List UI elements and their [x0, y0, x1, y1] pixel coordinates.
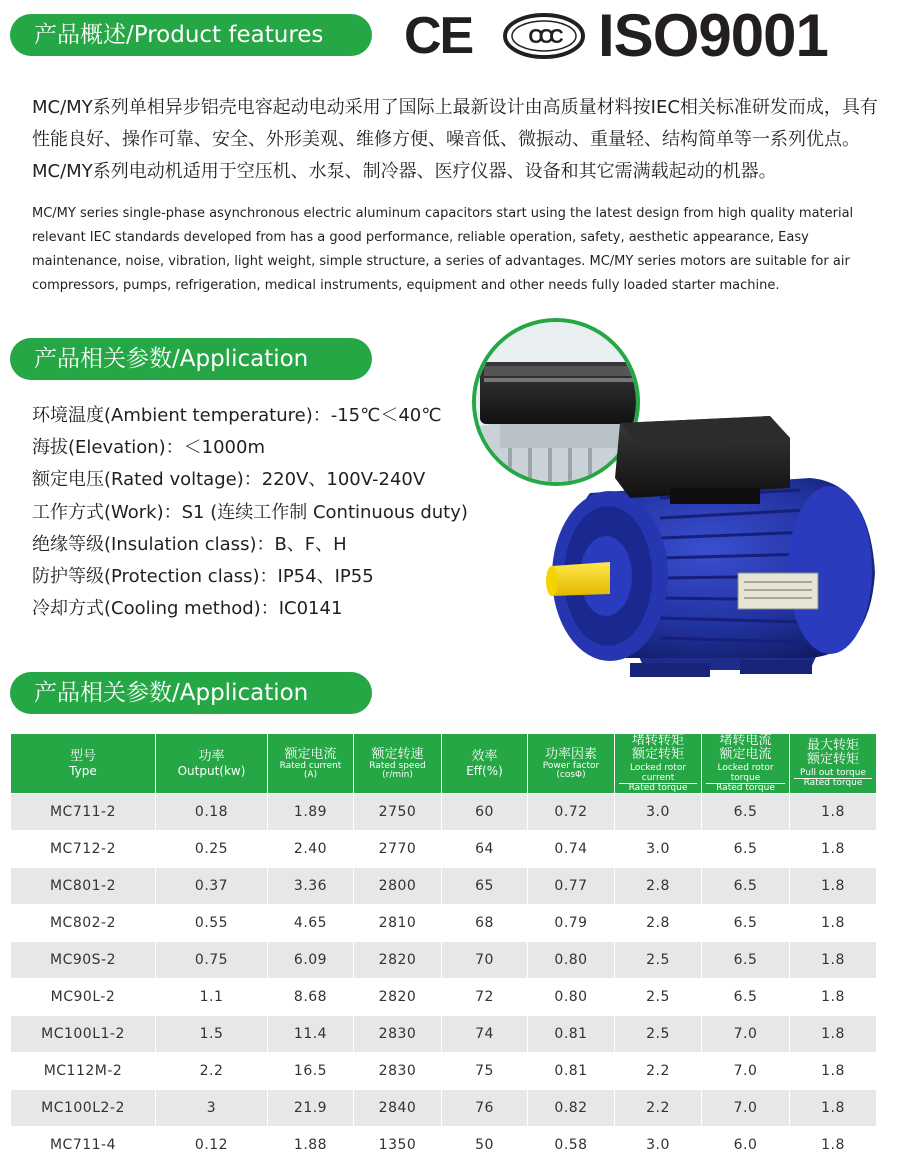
cell-type: MC711-2 [11, 794, 156, 831]
cell-locked-current-ratio: 6.0 [702, 1127, 790, 1164]
cell-rated-speed: 2750 [354, 794, 442, 831]
cell-type: MC711-4 [11, 1127, 156, 1164]
cell-output: 3 [156, 1090, 268, 1127]
cell-pull-out-ratio: 1.8 [790, 1127, 877, 1164]
cell-output: 0.75 [156, 942, 268, 979]
col-header-pull-out-ratio: 最大转矩 额定转矩 Pull out torque Rated torque [790, 734, 877, 794]
spec-protection-class: 防护等级(Protection class)：IP54、IP55 [32, 566, 374, 588]
cell-locked-rotor-ratio: 2.8 [615, 868, 702, 905]
cell-efficiency: 74 [442, 1016, 528, 1053]
cell-locked-rotor-ratio: 3.0 [615, 831, 702, 868]
col-header-locked-current-ratio: 堵转电流 额定电流 Locked rotor torque Rated torque [702, 734, 790, 794]
spec-rated-voltage: 额定电压(Rated voltage)：220V、100V-240V [32, 469, 426, 491]
cell-power-factor: 0.81 [528, 1053, 615, 1090]
cell-type: MC100L2-2 [11, 1090, 156, 1127]
cell-efficiency: 72 [442, 979, 528, 1016]
cell-rated-current: 11.4 [268, 1016, 354, 1053]
cell-output: 0.25 [156, 831, 268, 868]
cell-power-factor: 0.72 [528, 794, 615, 831]
cell-output: 1.5 [156, 1016, 268, 1053]
cell-type: MC112M-2 [11, 1053, 156, 1090]
cell-type: MC801-2 [11, 868, 156, 905]
cell-locked-rotor-ratio: 2.2 [615, 1053, 702, 1090]
cell-efficiency: 75 [442, 1053, 528, 1090]
col-header-efficiency: 效率 Eff(%) [442, 734, 528, 794]
ce-mark: CE [404, 7, 473, 65]
col-header-output: 功率 Output(kw) [156, 734, 268, 794]
cell-locked-rotor-ratio: 3.0 [615, 794, 702, 831]
cell-power-factor: 0.74 [528, 831, 615, 868]
cell-rated-speed: 2820 [354, 979, 442, 1016]
table-row [11, 1016, 877, 1053]
intro-chinese: MC/MY系列单相异步铝壳电容起动电动采用了国际上最新设计由高质量材料按IEC相关标准研发而成，具有性能良好、操作可靠、安全、外形美观、维修方便、噪音低、微振动、重量轻、结构简单等一系列优点。MC/MY系列电动机适用于空压机、水泵、制冷器、医疗仪器、设备和其它需满载起动的机器。 [32, 97, 878, 182]
section-header-application [10, 338, 372, 380]
col-header-locked-rotor-ratio: 堵转转矩 额定转矩 Locked rotor current Rated torque [615, 734, 702, 794]
cell-locked-rotor-ratio: 2.5 [615, 979, 702, 1016]
cell-power-factor: 0.80 [528, 942, 615, 979]
cell-power-factor: 0.77 [528, 868, 615, 905]
col-header-rated-current: 额定电流 Rated current (A) [268, 734, 354, 794]
cell-locked-current-ratio: 6.5 [702, 979, 790, 1016]
cell-pull-out-ratio: 1.8 [790, 868, 877, 905]
parameter-table [10, 733, 877, 1164]
cell-power-factor: 0.58 [528, 1127, 615, 1164]
spec-insulation-class: 绝缘等级(Insulation class)：B、F、H [32, 533, 347, 555]
table-row [11, 1127, 877, 1164]
spec-cooling-method: 冷却方式(Cooling method)：IC0141 [32, 598, 343, 620]
cell-locked-rotor-ratio: 2.2 [615, 1090, 702, 1127]
cell-locked-rotor-ratio: 2.5 [615, 1016, 702, 1053]
iso-mark: ISO9001 [598, 2, 828, 69]
cell-rated-speed: 1350 [354, 1127, 442, 1164]
cell-locked-rotor-ratio: 3.0 [615, 1127, 702, 1164]
cell-power-factor: 0.82 [528, 1090, 615, 1127]
cell-rated-speed: 2820 [354, 942, 442, 979]
cell-rated-current: 21.9 [268, 1090, 354, 1127]
cell-pull-out-ratio: 1.8 [790, 794, 877, 831]
cell-locked-current-ratio: 6.5 [702, 794, 790, 831]
cell-type: MC802-2 [11, 905, 156, 942]
cell-power-factor: 0.80 [528, 979, 615, 1016]
cell-efficiency: 64 [442, 831, 528, 868]
cell-pull-out-ratio: 1.8 [790, 1053, 877, 1090]
section-header-application-table-label: 产品相关参数/Application [34, 680, 309, 706]
table-row [11, 831, 877, 868]
cell-locked-current-ratio: 7.0 [702, 1053, 790, 1090]
cell-locked-rotor-ratio: 2.5 [615, 942, 702, 979]
cell-pull-out-ratio: 1.8 [790, 942, 877, 979]
cell-locked-current-ratio: 6.5 [702, 905, 790, 942]
motor-image [470, 318, 890, 688]
cell-type: MC100L1-2 [11, 1016, 156, 1053]
cell-rated-current: 8.68 [268, 979, 354, 1016]
table-row [11, 979, 877, 1016]
cell-pull-out-ratio: 1.8 [790, 1016, 877, 1053]
col-header-rated-speed: 额定转速 Rated speed (r/min) [354, 734, 442, 794]
cell-locked-current-ratio: 7.0 [702, 1090, 790, 1127]
cell-efficiency: 50 [442, 1127, 528, 1164]
cell-rated-speed: 2770 [354, 831, 442, 868]
cell-efficiency: 76 [442, 1090, 528, 1127]
section-header-application-table [10, 672, 372, 714]
intro-english: MC/MY series single-phase asynchronous electric aluminum capacitors start using the latest design from high quality material relevant IEC standards developed from has a good performance, reliable operation, safety, aesthetic appearance, Easy maintenance, noise, vibration, light weight, simple structure, a series of advantages. MC/MY series motors are suitable for air compressors, pumps, refrigeration, medical instruments, equipment and other needs fully loaded starter machine. [32, 206, 854, 293]
ccc-mark-icon [502, 12, 586, 60]
cell-rated-current: 6.09 [268, 942, 354, 979]
cell-pull-out-ratio: 1.8 [790, 905, 877, 942]
cell-efficiency: 60 [442, 794, 528, 831]
cell-output: 1.1 [156, 979, 268, 1016]
cell-locked-current-ratio: 7.0 [702, 1016, 790, 1053]
cell-type: MC90L-2 [11, 979, 156, 1016]
cell-output: 0.12 [156, 1127, 268, 1164]
table-header-row [11, 734, 877, 794]
table-row [11, 942, 877, 979]
table-body [11, 794, 877, 1164]
section-header-features [10, 14, 372, 56]
cell-rated-speed: 2840 [354, 1090, 442, 1127]
table-row [11, 868, 877, 905]
spec-elevation: 海拔(Elevation)：＜1000m [32, 437, 265, 459]
cell-output: 0.18 [156, 794, 268, 831]
cell-output: 0.55 [156, 905, 268, 942]
cell-efficiency: 70 [442, 942, 528, 979]
cell-type: MC712-2 [11, 831, 156, 868]
cell-power-factor: 0.81 [528, 1016, 615, 1053]
cell-rated-speed: 2810 [354, 905, 442, 942]
cell-locked-current-ratio: 6.5 [702, 868, 790, 905]
cell-rated-current: 3.36 [268, 868, 354, 905]
section-header-application-label: 产品相关参数/Application [34, 346, 309, 372]
ccc-mark-text: CCC [528, 26, 560, 48]
cell-rated-current: 4.65 [268, 905, 354, 942]
cell-rated-current: 1.89 [268, 794, 354, 831]
table-row [11, 794, 877, 831]
cell-output: 2.2 [156, 1053, 268, 1090]
cell-efficiency: 65 [442, 868, 528, 905]
cell-rated-current: 16.5 [268, 1053, 354, 1090]
cell-efficiency: 68 [442, 905, 528, 942]
cell-rated-current: 1.88 [268, 1127, 354, 1164]
cell-rated-speed: 2830 [354, 1053, 442, 1090]
section-header-features-label: 产品概述/Product features [34, 22, 324, 48]
cell-power-factor: 0.79 [528, 905, 615, 942]
cell-locked-current-ratio: 6.5 [702, 942, 790, 979]
spec-list [32, 400, 502, 625]
table-row [11, 905, 877, 942]
table-row [11, 1090, 877, 1127]
col-header-type: 型号 Type [11, 734, 156, 794]
cell-rated-speed: 2800 [354, 868, 442, 905]
cell-pull-out-ratio: 1.8 [790, 831, 877, 868]
cell-type: MC90S-2 [11, 942, 156, 979]
cell-rated-current: 2.40 [268, 831, 354, 868]
spec-work: 工作方式(Work)：S1 (连续工作制 Continuous duty) [32, 501, 468, 523]
cell-pull-out-ratio: 1.8 [790, 1090, 877, 1127]
spec-ambient-temperature: 环境温度(Ambient temperature)：-15℃＜40℃ [32, 405, 442, 426]
cell-pull-out-ratio: 1.8 [790, 979, 877, 1016]
cell-locked-current-ratio: 6.5 [702, 831, 790, 868]
cell-rated-speed: 2830 [354, 1016, 442, 1053]
col-header-power-factor: 功率因素 Power factor (cosΦ) [528, 734, 615, 794]
cell-locked-rotor-ratio: 2.8 [615, 905, 702, 942]
table-row [11, 1053, 877, 1090]
cell-output: 0.37 [156, 868, 268, 905]
